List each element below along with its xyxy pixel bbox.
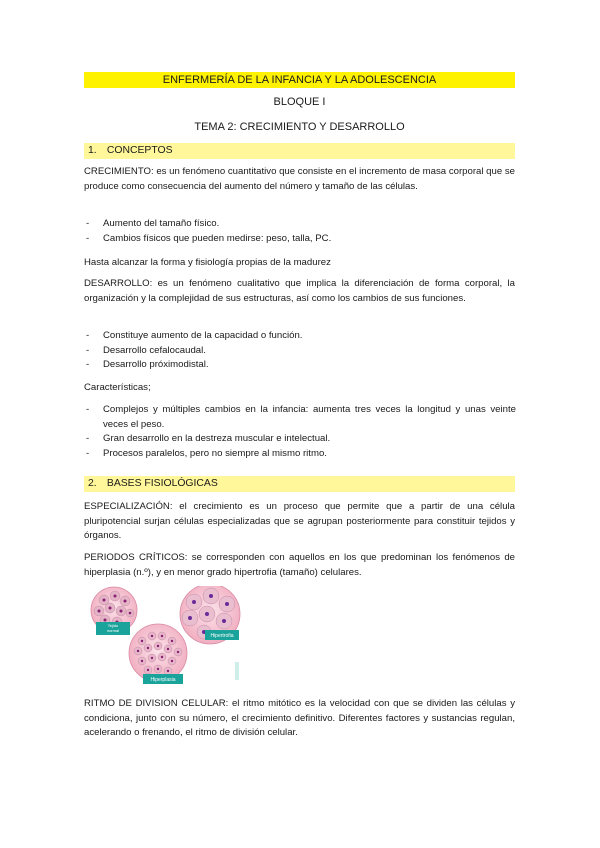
- bullet-item: - Cambios físicos que pueden medirse: peso, talla, PC.: [86, 232, 516, 247]
- figure-fragment: [235, 662, 239, 680]
- hyperplasia-cluster: [129, 624, 187, 682]
- cell-diagram-figure: [84, 586, 254, 688]
- label-normal-text: Tejido normal: [106, 623, 120, 633]
- bullet-text: Gran desarrollo en la destreza muscular e intelectual.: [103, 433, 331, 444]
- bullet-item: - Procesos paralelos, pero no siempre al mismo ritmo.: [86, 447, 516, 462]
- paragraph-ritmo: RITMO DE DIVISION CELULAR: el ritmo mitótico es la velocidad con que se dividen las células y condiciona, junto con su número, el crecimiento definitivo. Diferentes factores y sustancias regulan, acelerando o frenando, el ritmo de división celular.: [84, 698, 515, 739]
- bullet-item: - Constituye aumento de la capacidad o función.: [86, 329, 516, 344]
- section-number: 1.: [88, 145, 97, 156]
- label-hipertrofia-text: Hipertrofia: [210, 633, 234, 639]
- bullet-text: Aumento del tamaño físico.: [103, 218, 220, 229]
- bullet-item: - Desarrollo próximodistal.: [86, 358, 516, 373]
- label-normal: [96, 622, 130, 635]
- bullet-text: Cambios físicos que pueden medirse: peso, talla, PC.: [103, 233, 332, 244]
- section-title: BASES FISIOLÓGICAS: [106, 478, 218, 489]
- section-heading-bases: [84, 476, 515, 492]
- bullet-text: Procesos paralelos, pero no siempre al mismo ritmo.: [103, 448, 327, 459]
- section-number: 2.: [88, 478, 97, 489]
- bullet-item: - Gran desarrollo en la destreza muscular e intelectual.: [86, 432, 516, 447]
- label-hiperplasia: [143, 674, 183, 684]
- section-title: CONCEPTOS: [106, 145, 173, 156]
- label-hiperplasia-text: Hiperplasia: [150, 677, 176, 683]
- bullet-text: Desarrollo próximodistal.: [103, 359, 209, 370]
- course-title: ENFERMERÍA DE LA INFANCIA Y LA ADOLESCENCIA: [162, 74, 437, 86]
- topic-title: TEMA 2: CRECIMIENTO Y DESARROLLO: [194, 121, 405, 133]
- paragraph-caracteristicas: Características;: [84, 382, 151, 393]
- block-title: BLOQUE I: [273, 96, 326, 108]
- bullet-item: - Aumento del tamaño físico.: [86, 217, 516, 232]
- paragraph-desarrollo: DESARROLLO: es un fenómeno cualitativo que implica la diferenciación de forma corporal, la organización y la complejidad de sus estructuras, así como los cambios de sus funciones.: [84, 278, 515, 304]
- bullet-text: Constituye aumento de la capacidad o función.: [103, 330, 303, 341]
- bullet-text: Complejos y múltiples cambios en la infancia: aumenta tres veces la longitud y unas veinte veces el peso.: [103, 404, 516, 430]
- paragraph-especializacion: ESPECIALIZACIÓN: el crecimiento es un proceso que permite que a partir de una célula pluripotencial surjan células especializadas que se agrupan posteriormente para constituir tejidos y órganos.: [84, 501, 515, 542]
- bullet-item: - Desarrollo cefalocaudal.: [86, 344, 516, 359]
- paragraph-periodos: PERIODOS CRÍTICOS: se corresponden con aquellos en los que predominan los fenómenos de hiperplasia (n.º), y en menor grado hipertrofia (tamaño) celulares.: [84, 552, 515, 578]
- paragraph-hasta: Hasta alcanzar la forma y fisiología propias de la madurez: [84, 257, 331, 268]
- course-title-banner: [84, 72, 515, 88]
- section-heading-conceptos: [84, 143, 515, 159]
- label-hipertrofia: [205, 630, 239, 640]
- bullet-item: - Complejos y múltiples cambios en la infancia: aumenta tres veces la longitud y unas veinte veces el peso.: [86, 403, 516, 432]
- bullet-text: Desarrollo cefalocaudal.: [103, 345, 206, 356]
- paragraph-crecimiento: CRECIMIENTO: es un fenómeno cuantitativo que consiste en el incremento de masa corporal que se produce como consecuencia del aumento del número y tamaño de las células.: [84, 166, 515, 192]
